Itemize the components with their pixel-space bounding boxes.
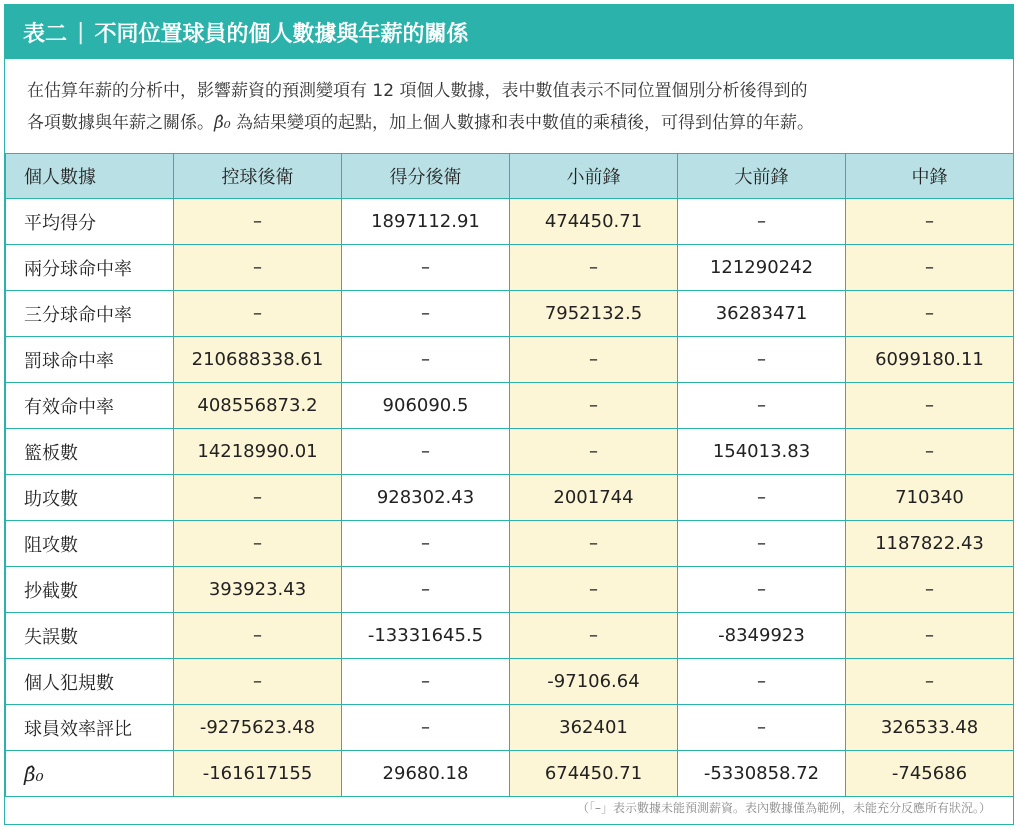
title-bar	[5, 5, 1013, 59]
row-label: 有效命中率	[6, 383, 174, 429]
description-line-1: 在估算年薪的分析中，影響薪資的預測變項有 12 項個人數據，表中數值表示不同位置個別分析後得到的	[27, 81, 808, 101]
table-cell: 906090.5	[342, 383, 510, 429]
table-row	[6, 521, 1014, 567]
row-label: 兩分球命中率	[6, 245, 174, 291]
table-cell: –	[342, 291, 510, 337]
row-label: 失誤數	[6, 613, 174, 659]
column-header: 中鋒	[846, 154, 1014, 199]
table-cell: –	[342, 521, 510, 567]
description	[27, 75, 993, 139]
table-cell: –	[846, 613, 1014, 659]
table-cell: -13331645.5	[342, 613, 510, 659]
table-cell: –	[174, 291, 342, 337]
footnote: （「–」表示數據未能預測薪資。表內數據僅為範例，未能充分反應所有狀況。）	[576, 801, 991, 815]
table-row	[6, 705, 1014, 751]
table-row	[6, 245, 1014, 291]
description-line-2	[27, 107, 993, 139]
table-cell: –	[510, 613, 678, 659]
description-line-2-end: 為結果變項的起點，加上個人數據和表中數值的乘積後，可得到估算的年薪。	[230, 113, 815, 133]
table-cell: –	[342, 245, 510, 291]
table-cell: –	[846, 245, 1014, 291]
row-label: β̂₀	[6, 751, 174, 797]
table-cell: –	[846, 291, 1014, 337]
description-line-2-start: 各項數據與年薪之關係。	[27, 113, 214, 133]
row-label: 抄截數	[6, 567, 174, 613]
table-cell: –	[342, 659, 510, 705]
table-cell: –	[678, 337, 846, 383]
table-cell: -97106.64	[510, 659, 678, 705]
table-cell: 710340	[846, 475, 1014, 521]
table-cell: 210688338.61	[174, 337, 342, 383]
table-cell: –	[174, 245, 342, 291]
table-number: 表二	[23, 21, 68, 47]
table-cell: –	[342, 337, 510, 383]
table-cell: –	[846, 199, 1014, 245]
table-cell: -8349923	[678, 613, 846, 659]
table-cell: –	[510, 245, 678, 291]
table-cell: -745686	[846, 751, 1014, 797]
table-cell: 1187822.43	[846, 521, 1014, 567]
table-cell: 393923.43	[174, 567, 342, 613]
table-cell: –	[342, 567, 510, 613]
table-cell: –	[678, 199, 846, 245]
table-cell: –	[678, 705, 846, 751]
data-table	[5, 153, 1014, 797]
table-cell: –	[678, 383, 846, 429]
table-cell: 6099180.11	[846, 337, 1014, 383]
row-label: 籃板數	[6, 429, 174, 475]
table-cell: 14218990.01	[174, 429, 342, 475]
table-cell: –	[510, 337, 678, 383]
table-row	[6, 567, 1014, 613]
table-row	[6, 199, 1014, 245]
row-label: 球員效率評比	[6, 705, 174, 751]
column-header: 得分後衛	[342, 154, 510, 199]
row-label: 助攻數	[6, 475, 174, 521]
table-row	[6, 751, 1014, 797]
table-row	[6, 659, 1014, 705]
table-cell: –	[846, 659, 1014, 705]
table-cell: –	[678, 521, 846, 567]
table-title: 不同位置球員的個人數據與年薪的關係	[94, 21, 469, 47]
table-cell: -161617155	[174, 751, 342, 797]
table-cell: –	[174, 521, 342, 567]
table-cell: –	[510, 429, 678, 475]
table-cell: –	[174, 475, 342, 521]
row-label: 罰球命中率	[6, 337, 174, 383]
table-cell: 121290242	[678, 245, 846, 291]
table-cell: 928302.43	[342, 475, 510, 521]
table-row	[6, 291, 1014, 337]
table-cell: -9275623.48	[174, 705, 342, 751]
column-header: 大前鋒	[678, 154, 846, 199]
table-cell: 29680.18	[342, 751, 510, 797]
table-cell: –	[174, 659, 342, 705]
table-cell: 2001744	[510, 475, 678, 521]
table-row	[6, 337, 1014, 383]
table-cell: –	[678, 659, 846, 705]
table-cell: 674450.71	[510, 751, 678, 797]
row-label: 阻攻數	[6, 521, 174, 567]
table-cell: –	[510, 383, 678, 429]
table-cell: 362401	[510, 705, 678, 751]
column-header: 小前鋒	[510, 154, 678, 199]
table-cell: 408556873.2	[174, 383, 342, 429]
table-cell: –	[846, 383, 1014, 429]
table-cell: –	[678, 475, 846, 521]
table-cell: –	[678, 567, 846, 613]
table-cell: –	[846, 567, 1014, 613]
row-label: 平均得分	[6, 199, 174, 245]
table-row	[6, 429, 1014, 475]
table-cell: 36283471	[678, 291, 846, 337]
table-header-row	[6, 154, 1014, 199]
row-label: 三分球命中率	[6, 291, 174, 337]
row-label: 個人犯規數	[6, 659, 174, 705]
table-cell: –	[174, 199, 342, 245]
beta-symbol: β̂₀	[214, 113, 231, 133]
table-cell: 154013.83	[678, 429, 846, 475]
table-cell: 326533.48	[846, 705, 1014, 751]
table-cell: –	[510, 521, 678, 567]
table-cell: 474450.71	[510, 199, 678, 245]
table-cell: –	[342, 705, 510, 751]
table-cell: –	[174, 613, 342, 659]
table-cell: 1897112.91	[342, 199, 510, 245]
column-header: 個人數據	[6, 154, 174, 199]
title-divider: |	[77, 19, 85, 45]
column-header: 控球後衛	[174, 154, 342, 199]
table-row	[6, 383, 1014, 429]
table-cell: –	[342, 429, 510, 475]
table-cell: –	[846, 429, 1014, 475]
table-row	[6, 613, 1014, 659]
table-cell: -5330858.72	[678, 751, 846, 797]
table-cell: 7952132.5	[510, 291, 678, 337]
table-cell: –	[510, 567, 678, 613]
table-card	[4, 4, 1014, 825]
table-row	[6, 475, 1014, 521]
